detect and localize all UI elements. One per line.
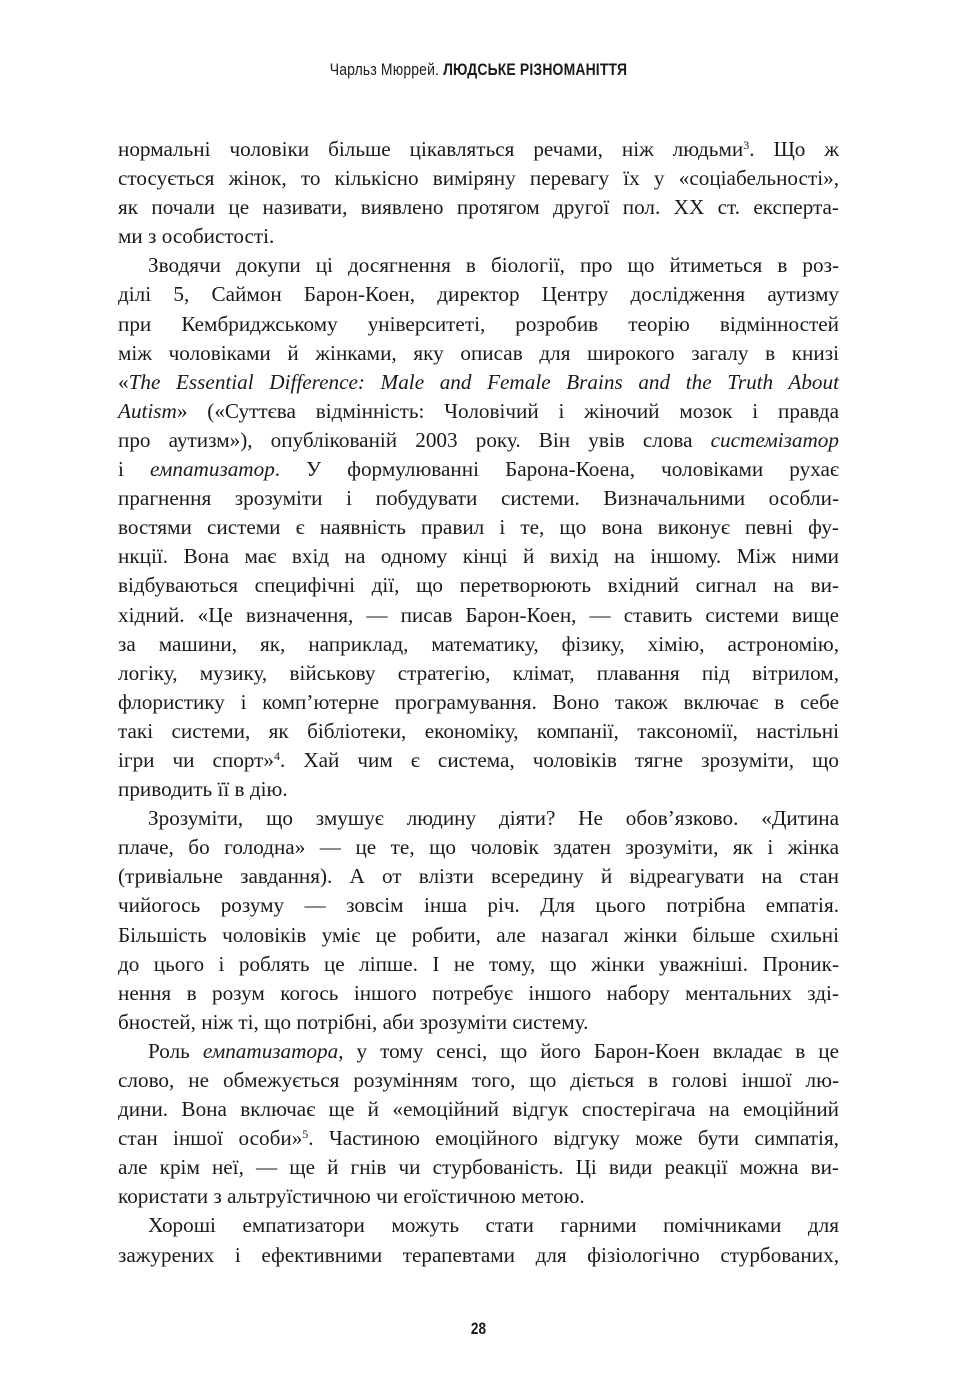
text-run: востями системи є наявність правил і те, що вона виконує певні фу- — [118, 515, 839, 540]
text-run: плаче, бо голодна» — це те, що чоловік здатен зрозуміти, як і жінка — [118, 835, 839, 860]
text-line — [118, 601, 839, 630]
text-run: стосується жінок, то кількісно виміряну перевагу їх у «соціабельності», — [118, 166, 839, 191]
running-head-author: Чарльз Мюррей. — [329, 60, 440, 79]
text-run: . Хай чим є система, чоловіків тягне зрозуміти, що — [280, 747, 839, 772]
text-run: нення в розум когось іншого потребує іншого набору ментальних зді- — [118, 980, 839, 1005]
text-line — [118, 1124, 839, 1153]
footnote-marker: 5 — [302, 1127, 309, 1142]
text-line — [118, 979, 839, 1008]
text-line — [118, 1153, 839, 1182]
text-run: « — [118, 369, 129, 394]
body-text — [118, 135, 839, 1270]
text-line — [118, 1008, 839, 1037]
text-line — [118, 630, 839, 659]
italic-text: емпатизатора — [202, 1038, 339, 1063]
paragraph — [118, 1211, 839, 1269]
text-run: бностей, ніж ті, що потрібні, аби зрозуміти систему. — [118, 1009, 589, 1034]
paragraph — [118, 804, 839, 1037]
text-run: стан іншої особи» — [118, 1126, 303, 1151]
text-line — [118, 1037, 839, 1066]
text-line — [118, 891, 839, 920]
text-run: (тривіальне завдання). А от влізти всередину й відреагувати на стан — [118, 864, 839, 889]
text-run: . У формулюванні Барона-Коена, чоловіками рухає — [274, 457, 840, 482]
text-run: про аутизм»), опублікованій 2003 року. Він увів слова — [118, 427, 711, 452]
text-line — [118, 484, 839, 513]
text-line — [118, 717, 839, 746]
text-run: логіку, музику, військову стратегію, клімат, плавання під вітрилом, — [118, 660, 839, 685]
text-line — [118, 950, 839, 979]
text-run: слово, не обмежується розумінням того, що діється в голові іншої лю- — [118, 1068, 839, 1092]
text-line — [118, 775, 839, 804]
text-run: Роль — [148, 1038, 203, 1063]
text-line — [118, 1066, 839, 1095]
text-line — [118, 1211, 839, 1240]
text-run: за машини, як, наприклад, математику, фізику, хімію, астрономію, — [118, 631, 839, 656]
text-run: Більшість чоловіків уміє це робити, але назагал жінки більше схильні — [118, 922, 839, 947]
text-line — [118, 804, 839, 833]
text-run: користати з альтруїстичною чи егоїстичною метою. — [118, 1184, 585, 1209]
text-line — [118, 339, 839, 368]
text-line — [118, 193, 839, 222]
text-line — [118, 455, 839, 484]
text-line — [118, 397, 839, 426]
text-run: але крім неї, — ще й гнів чи стурбованість. Ці види реакції можна ви- — [118, 1155, 839, 1180]
text-line — [118, 921, 839, 950]
text-run: відбуваються специфічні дії, що перетворюють вхідний сигнал на ви- — [118, 573, 839, 598]
paragraph — [118, 135, 839, 251]
text-line — [118, 222, 839, 251]
italic-text: емпатизатор — [149, 457, 275, 482]
text-run: такі системи, як бібліотеки, економіку, компанії, таксономії, настільні — [118, 718, 839, 743]
page-number: 28 — [470, 1319, 487, 1338]
text-run: зажурених і ефективними терапевтами для фізіологічно стурбованих, — [118, 1242, 839, 1267]
text-line — [118, 542, 839, 571]
text-run: Зводячи докупи ці досягнення в біології, про що йтиметься в роз- — [148, 253, 839, 278]
text-run: » («Суттєва відмінність: Чоловічий і жіночий мозок і правда — [176, 398, 839, 423]
text-line — [118, 513, 839, 542]
italic-text: The Essential Difference: Male and Female Brains and the Truth About — [128, 369, 839, 394]
text-line — [118, 659, 839, 688]
text-line — [118, 310, 839, 339]
text-run: ігри чи спорт» — [118, 747, 275, 772]
running-head — [86, 60, 871, 80]
text-run: при Кембриджському університеті, розробив теорію відмінностей — [118, 311, 839, 336]
text-line — [118, 571, 839, 600]
text-run: нкції. Вона має вхід на одному кінці й вихід на іншому. Між ними — [118, 544, 839, 569]
text-run: . Частиною емоційного відгуку може бути симпатія, — [308, 1126, 839, 1151]
text-run: Зрозуміти, що змушує людину діяти? Не обов’язково. «Дитина — [148, 806, 839, 831]
text-line — [118, 746, 839, 775]
text-run: нормальні чоловіки більше цікавляться речами, ніж людьми — [118, 137, 744, 161]
running-head-book-title: ЛЮДСЬКЕ РІЗНОМАНІТТЯ — [443, 60, 628, 79]
text-run: і — [118, 457, 150, 482]
text-line — [118, 164, 839, 193]
text-line — [118, 688, 839, 717]
text-line — [118, 1241, 839, 1270]
text-line — [118, 1182, 839, 1211]
text-line — [118, 1095, 839, 1124]
text-run: до цього і роблять це ліпше. І не тому, що жінки уважніші. Проник- — [118, 951, 839, 976]
text-run: прагнення зрозуміти і побудувати системи. Визначальними особли- — [118, 486, 839, 511]
text-line — [118, 833, 839, 862]
text-run: приводить її в дію. — [118, 777, 288, 802]
paragraph — [118, 251, 839, 804]
text-run: ділі 5, Саймон Барон-Коен, директор Центру дослідження аутизму — [118, 282, 839, 307]
italic-text: системізатор — [710, 427, 839, 452]
text-run: флористику і комп’ютерне програмування. Воно також включає в себе — [118, 689, 839, 714]
text-run: між чоловіками й жінками, яку описав для широкого загалу в книзі — [118, 340, 839, 365]
footnote-marker: 4 — [274, 748, 281, 763]
text-line — [118, 368, 839, 397]
text-run: ми з особистості. — [118, 224, 275, 249]
italic-text: Autism — [118, 398, 177, 423]
text-run: . Що ж — [749, 137, 839, 161]
text-line — [118, 251, 839, 280]
paragraph — [118, 1037, 839, 1212]
text-run: Хороші емпатизатори можуть стати гарними помічниками для — [148, 1213, 839, 1238]
text-line — [118, 862, 839, 891]
text-run: як почали це називати, виявлено протягом другої пол. XX ст. експерта- — [118, 195, 839, 220]
footnote-marker: 3 — [743, 138, 750, 152]
text-line — [118, 280, 839, 309]
text-run: дини. Вона включає ще й «емоційний відгук спостерігача на емоційний — [118, 1097, 839, 1122]
text-run: чийогось розуму — зовсім інша річ. Для цього потрібна емпатія. — [118, 893, 839, 918]
text-line — [118, 426, 839, 455]
text-run: , у тому сенсі, що його Барон-Коен вкладає в це — [338, 1038, 839, 1063]
text-run: хідний. «Це визначення, — писав Барон-Коен, — ставить системи вище — [118, 602, 839, 627]
text-line — [118, 135, 839, 164]
